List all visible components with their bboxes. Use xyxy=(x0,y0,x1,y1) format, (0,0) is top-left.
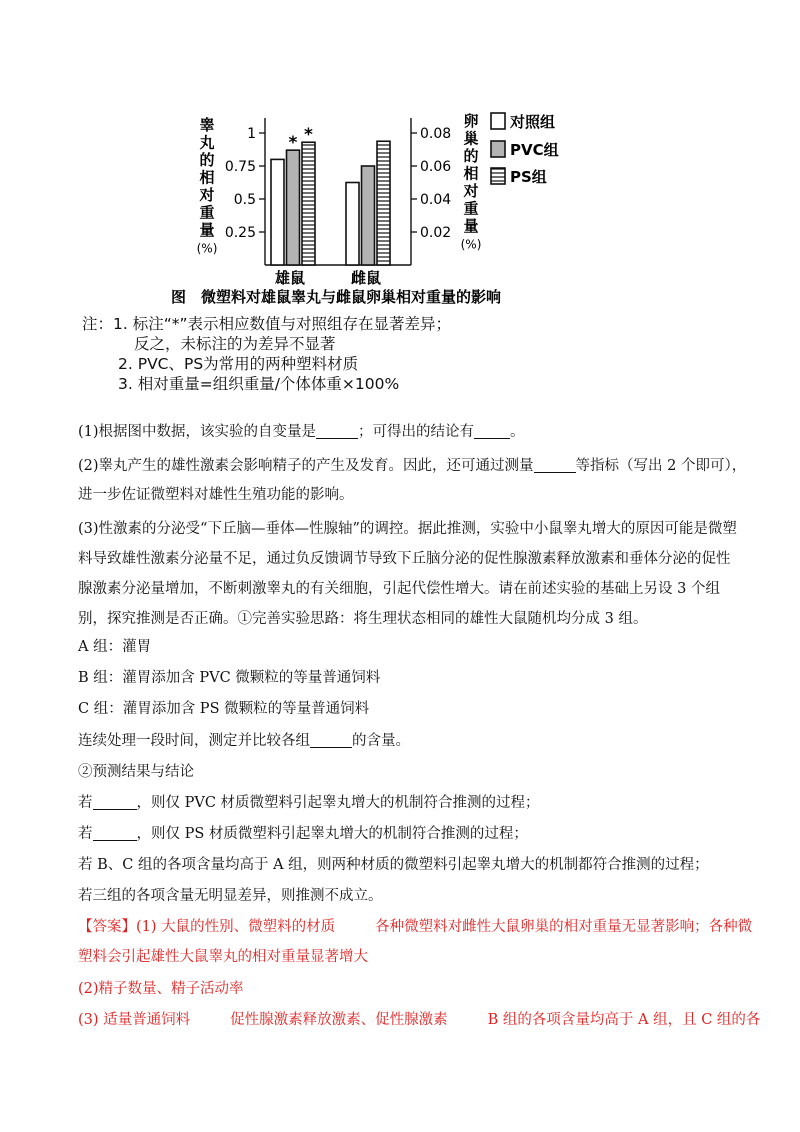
significance-star: * xyxy=(304,125,313,146)
figure-caption: 图 微塑料对雄鼠睾丸与雌鼠卵巢相对重量的影响 xyxy=(171,288,502,306)
if-line-1: 若 ，则仅 PVC 材质微塑料引起睾丸增大的机制符合推测的过程； xyxy=(78,795,540,811)
answer-blank[interactable] xyxy=(93,826,137,842)
left-tick-label: 0.25 xyxy=(224,225,256,241)
answer-line-3: (2)精子数量、精子活动率 xyxy=(78,981,244,997)
right-tick-label: 0.06 xyxy=(420,159,452,175)
question-2-line-1: (2)睾丸产生的雄性激素会影响精子的产生及发育。因此，还可通过测量 等指标（写出 2 个即可）， xyxy=(78,458,747,474)
answer-blank[interactable] xyxy=(310,733,352,749)
answer-blank[interactable] xyxy=(93,795,137,811)
left-tick-label: 0.75 xyxy=(224,159,256,175)
if-line-2: 若 ，则仅 PS 材质微塑料引起睾丸增大的机制符合推测的过程； xyxy=(78,826,528,842)
note-line-2: 反之，未标注的为差异不显著 xyxy=(134,335,336,353)
legend-label: PVC组 xyxy=(510,141,559,159)
right-tick-label: 0.08 xyxy=(420,126,452,142)
significance-star: * xyxy=(288,133,298,154)
bar-1-0 xyxy=(346,183,359,266)
group-a: A 组：灌胃 xyxy=(78,639,152,655)
bar-0-2 xyxy=(302,142,315,265)
left-tick-label: 1 xyxy=(247,126,256,142)
bar-1-1 xyxy=(362,166,375,265)
bar-1-2 xyxy=(377,141,390,265)
right-tick-label: 0.04 xyxy=(420,192,452,208)
right-axis-label: 卵巢的相对重量(%) xyxy=(460,112,482,252)
question-1: (1)根据图中数据，该实验的自变量是 ；可得出的结论有 。 xyxy=(78,424,525,440)
note-line-3: 2. PVC、PS为常用的两种塑料材质 xyxy=(118,355,359,373)
group-c: C 组：灌胃添加含 PS 微颗粒的等量普通饲料 xyxy=(78,701,370,717)
legend-label: PS组 xyxy=(510,168,547,186)
category-label: 雌鼠 xyxy=(350,269,382,287)
if-line-4: 若三组的各项含量无明显差异，则推测不成立。 xyxy=(78,888,383,904)
left-tick-label: 0.5 xyxy=(233,192,256,208)
right-tick-label: 0.02 xyxy=(420,225,452,241)
bar-0-1 xyxy=(287,150,300,265)
legend-label: 对照组 xyxy=(510,113,556,131)
answer-line-4: (3) 适量普通饲料 促性腺激素释放激素、促性腺激素 B 组的各项含量均高于 A 组，且 C 组的各 xyxy=(78,1012,761,1028)
answer-line-1: 【答案】(1) 大鼠的性别、微塑料的材质 各种微塑料对雌性大鼠卵巢的相对重量无显著影响；各种微 xyxy=(78,919,753,935)
category-label: 雄鼠 xyxy=(274,269,306,287)
answer-line-2: 塑料会引起雄性大鼠睾丸的相对重量显著增大 xyxy=(78,949,368,965)
legend-swatch xyxy=(491,168,505,184)
note-line-4: 3. 相对重量=组织重量/个体体重×100% xyxy=(118,375,400,393)
answer-blank[interactable] xyxy=(534,458,576,474)
bar-chart-figure xyxy=(0,0,800,395)
question-2-line-2: 进一步佐证微塑料对雄性生殖功能的影响。 xyxy=(78,487,354,503)
answer-blank[interactable] xyxy=(316,424,358,440)
predict-heading: ②预测结果与结论 xyxy=(78,764,194,780)
group-b: B 组：灌胃添加含 PVC 微颗粒的等量普通饲料 xyxy=(78,670,381,686)
answer-blank[interactable] xyxy=(474,424,510,440)
bar-0-0 xyxy=(271,159,284,265)
legend-swatch xyxy=(491,141,505,157)
question-3: (3)性激素的分泌受“下丘脑—垂体—性腺轴”的调控。据此推测，实验中小鼠睾丸增大的原因可能是微塑料导致雄性激素分泌量不足，通过负反馈调节导致下丘脑分泌的促性腺激素释放激素和垂体分泌的促性腺激素分泌量增加，不断刺激睾丸的有关细胞，引起代偿性增大。请在前述实验的基础上另设 3 个组别，探究推测是否正确。①完善实验思路：将生理状态相同的雄性大鼠随机均分成 3 组。 xyxy=(78,521,737,627)
left-axis-label: 睾丸的相对重量(%) xyxy=(196,116,218,256)
if-line-3: 若 B、C 组的各项含量均高于 A 组，则两种材质的微塑料引起睾丸增大的机制都符合推测的过程； xyxy=(78,857,709,873)
legend-swatch xyxy=(491,113,505,129)
note-line-1: 注：1. 标注“*”表示相应数值与对照组存在显著差异； xyxy=(82,315,452,333)
continue-line: 连续处理一段时间，测定并比较各组 的含量。 xyxy=(78,733,410,749)
